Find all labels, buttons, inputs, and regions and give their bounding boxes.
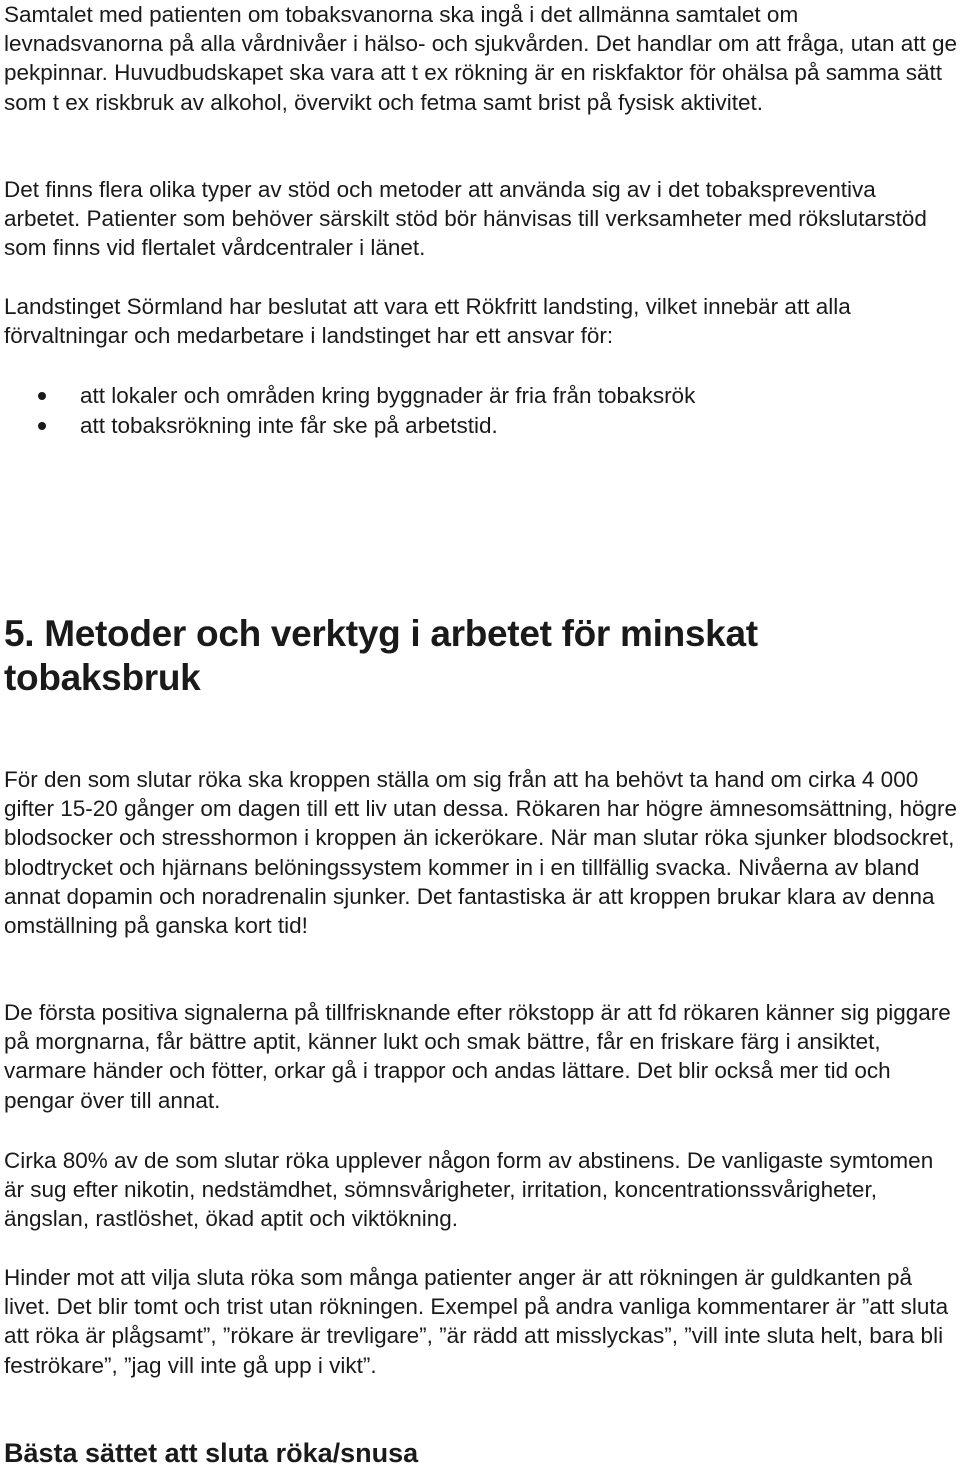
list-item	[4, 381, 958, 411]
bullet-icon	[38, 392, 46, 400]
list-item	[4, 411, 958, 441]
responsibility-list	[4, 381, 958, 441]
paragraph-smokefree-county: Landstinget Sörmland har beslutat att vara ett Rökfritt landsting, vilket innebär att alla förvaltningar och medarbetare i landstinget har ett ansvar för:	[4, 294, 851, 349]
bullet-icon	[38, 422, 46, 430]
paragraph-conversation-habits: Samtalet med patienten om tobaksvanorna ska ingå i det allmänna samtalet om levnadsvanorna på alla vårdnivåer i hälso- och sjukvården. Det handlar om att fråga, utan att ge pekpinnar. Huvudbudskapet ska vara att t ex rökning är en riskfaktor för ohälsa på samma sätt som t ex riskbruk av alkohol, övervikt och fetma samt brist på fysisk aktivitet.	[4, 2, 958, 115]
subheading-best-way: Bästa sättet att sluta röka/snusa	[4, 1438, 419, 1468]
list-item-text: att lokaler och områden kring byggnader är fria från tobaksrök	[80, 383, 696, 408]
paragraph-obstacles: Hinder mot att vilja sluta röka som många patienter anger är att rökningen är guldkanten på livet. Det blir tomt och trist utan rökningen. Exempel på andra vanliga kommentarer är ”att sluta att röka är plågsamt”, ”rökare är trevligare”, ”är rädd att misslyckas”, ”vill inte sluta helt, bara bli feströkare”, ”jag vill inte gå upp i vikt”.	[4, 1265, 949, 1378]
paragraph-withdrawal: Cirka 80% av de som slutar röka upplever någon form av abstinens. De vanligaste symtomen är sug efter nikotin, nedstämdhet, sömnsvårigheter, irritation, koncentrationssvårigheter, ängslan, rastlöshet, ökad aptit och viktökning.	[4, 1148, 934, 1232]
list-item-text: att tobaksrökning inte får ske på arbetstid.	[80, 413, 498, 438]
section-heading-methods: 5. Metoder och verktyg i arbetet för minskat tobaksbruk	[4, 613, 758, 698]
paragraph-support-methods: Det finns flera olika typer av stöd och metoder att använda sig av i det tobakspreventiva arbetet. Patienter som behöver särskilt stöd bör hänvisas till verksamheter med rökslutarstöd som finns vid flertalet vårdcentraler i länet.	[4, 177, 927, 261]
paragraph-positive-signals: De första positiva signalerna på tillfrisknande efter rökstopp är att fd rökaren känner sig piggare på morgnarna, får bättre aptit, känner lukt och smak bättre, får en friskare färg i ansiktet, varmare händer och fötter, orkar gå i trappor och andas lättare. Det blir också mer tid och pengar över till annat.	[4, 1000, 951, 1113]
paragraph-body-adjustment: För den som slutar röka ska kroppen ställa om sig från att ha behövt ta hand om cirka 4 000 gifter 15-20 gånger om dagen till ett liv utan dessa. Rökaren har högre ämnesomsättning, högre blodsocker och stresshormon i kroppen än ickerökare. När man slutar röka sjunker blodsockret, blodtrycket och hjärnans belöningssystem kommer in i en tillfällig svacka. Nivåerna av bland annat dopamin och noradrenalin sjunker. Det fantastiska är att kroppen brukar klara av denna omställning på ganska kort tid!	[4, 767, 958, 939]
